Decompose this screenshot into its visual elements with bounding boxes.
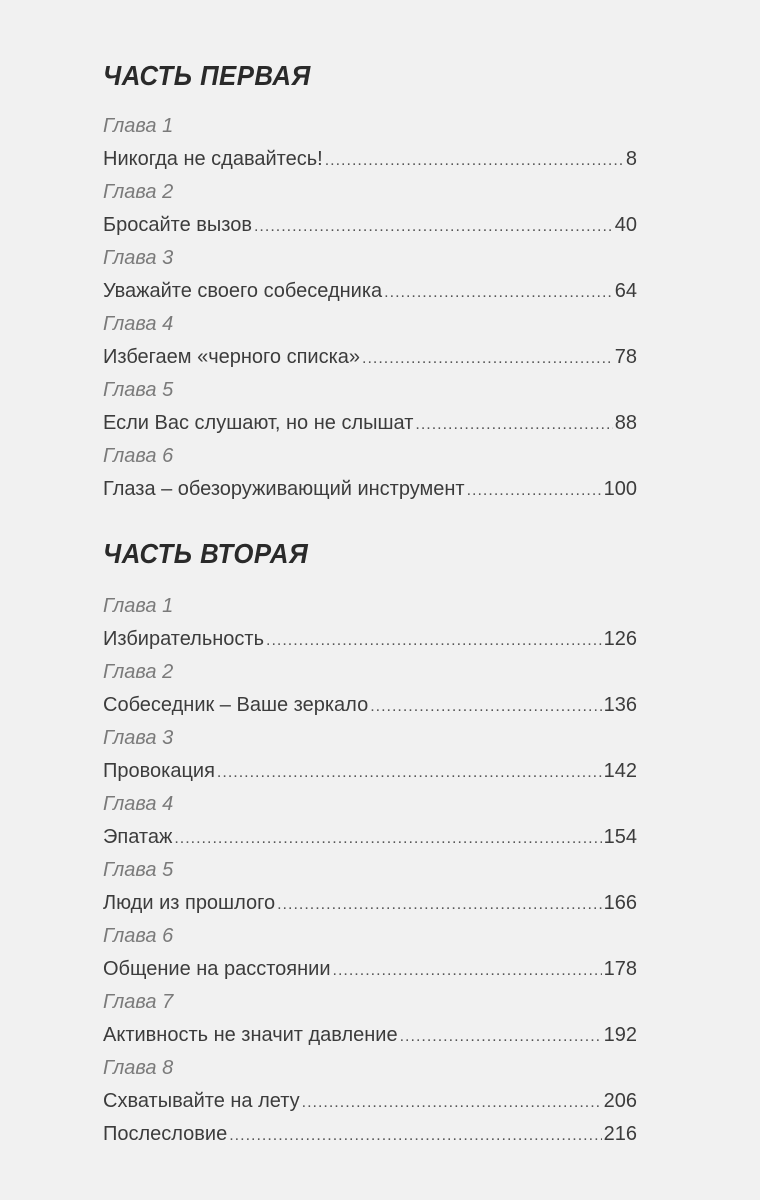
dot-leader <box>362 342 613 375</box>
part-one-toc <box>103 110 637 506</box>
dot-leader <box>415 408 612 441</box>
dot-leader <box>384 276 613 309</box>
page-number: 216 <box>603 1123 637 1145</box>
dot-leader <box>277 888 602 921</box>
toc-entry[interactable] <box>103 341 637 374</box>
toc-entry[interactable] <box>103 1019 637 1052</box>
entry-title: Глаза – обезоруживающий инструмент <box>103 478 465 500</box>
page-number: 178 <box>603 958 637 980</box>
dot-leader <box>217 756 602 789</box>
part-one-title: ЧАСТЬ ПЕРВАЯ <box>103 60 311 91</box>
entry-title: Эпатаж <box>103 826 173 848</box>
entry-title: Общение на расстоянии <box>103 958 331 980</box>
toc-entry[interactable] <box>103 623 637 656</box>
page-number: 126 <box>603 628 637 650</box>
toc-entry[interactable] <box>103 407 637 440</box>
chapter-label: Глава 1 <box>103 115 174 137</box>
dot-leader <box>370 690 601 723</box>
dot-leader <box>174 822 601 855</box>
chapter-label: Глава 6 <box>103 925 174 947</box>
page-number: 154 <box>603 826 637 848</box>
entry-title: Схватывайте на лету <box>103 1090 300 1112</box>
chapter-label: Глава 3 <box>103 247 174 269</box>
toc-entry[interactable] <box>103 887 637 920</box>
part-two-toc <box>103 590 637 1151</box>
chapter-label: Глава 6 <box>103 445 174 467</box>
toc-entry-afterword[interactable] <box>103 1118 637 1151</box>
dot-leader <box>333 954 602 987</box>
entry-title: Избирательность <box>103 628 264 650</box>
toc-entry[interactable] <box>103 143 637 176</box>
dot-leader <box>400 1020 602 1053</box>
chapter-label: Глава 8 <box>103 1057 174 1079</box>
page-number: 8 <box>625 148 637 170</box>
page-number: 100 <box>603 478 637 500</box>
dot-leader <box>302 1086 602 1119</box>
dot-leader <box>229 1119 601 1152</box>
toc-entry[interactable] <box>103 821 637 854</box>
page-number: 192 <box>603 1024 637 1046</box>
entry-title: Никогда не сдавайтесь! <box>103 148 323 170</box>
page-number: 78 <box>614 346 637 368</box>
chapter-label: Глава 2 <box>103 661 174 683</box>
page-number: 40 <box>614 214 637 236</box>
page-number: 64 <box>614 280 637 302</box>
entry-title: Если Вас слушают, но не слышат <box>103 412 414 434</box>
toc-entry[interactable] <box>103 1085 637 1118</box>
page-number: 206 <box>603 1090 637 1112</box>
entry-title: Уважайте своего собеседника <box>103 280 383 302</box>
dot-leader <box>325 144 624 177</box>
chapter-label: Глава 4 <box>103 793 174 815</box>
toc-entry[interactable] <box>103 473 637 506</box>
entry-title: Послесловие <box>103 1123 228 1145</box>
part-two-title: ЧАСТЬ ВТОРАЯ <box>103 538 309 569</box>
chapter-label: Глава 4 <box>103 313 174 335</box>
toc-entry[interactable] <box>103 755 637 788</box>
toc-entry[interactable] <box>103 275 637 308</box>
entry-title: Бросайте вызов <box>103 214 252 236</box>
toc-entry[interactable] <box>103 953 637 986</box>
page-number: 136 <box>603 694 637 716</box>
toc-entry[interactable] <box>103 209 637 242</box>
page-number: 142 <box>603 760 637 782</box>
entry-title: Активность не значит давление <box>103 1024 398 1046</box>
chapter-label: Глава 5 <box>103 379 174 401</box>
chapter-label: Глава 5 <box>103 859 174 881</box>
toc-entry[interactable] <box>103 689 637 722</box>
dot-leader <box>467 474 602 507</box>
chapter-label: Глава 2 <box>103 181 174 203</box>
entry-title: Собеседник – Ваше зеркало <box>103 694 369 716</box>
page-number: 166 <box>603 892 637 914</box>
chapter-label: Глава 7 <box>103 991 174 1013</box>
page-number: 88 <box>614 412 637 434</box>
chapter-label: Глава 3 <box>103 727 174 749</box>
entry-title: Люди из прошлого <box>103 892 276 914</box>
chapter-label: Глава 1 <box>103 595 174 617</box>
entry-title: Провокация <box>103 760 215 782</box>
dot-leader <box>266 624 602 657</box>
dot-leader <box>254 210 613 243</box>
entry-title: Избегаем «черного списка» <box>103 346 361 368</box>
